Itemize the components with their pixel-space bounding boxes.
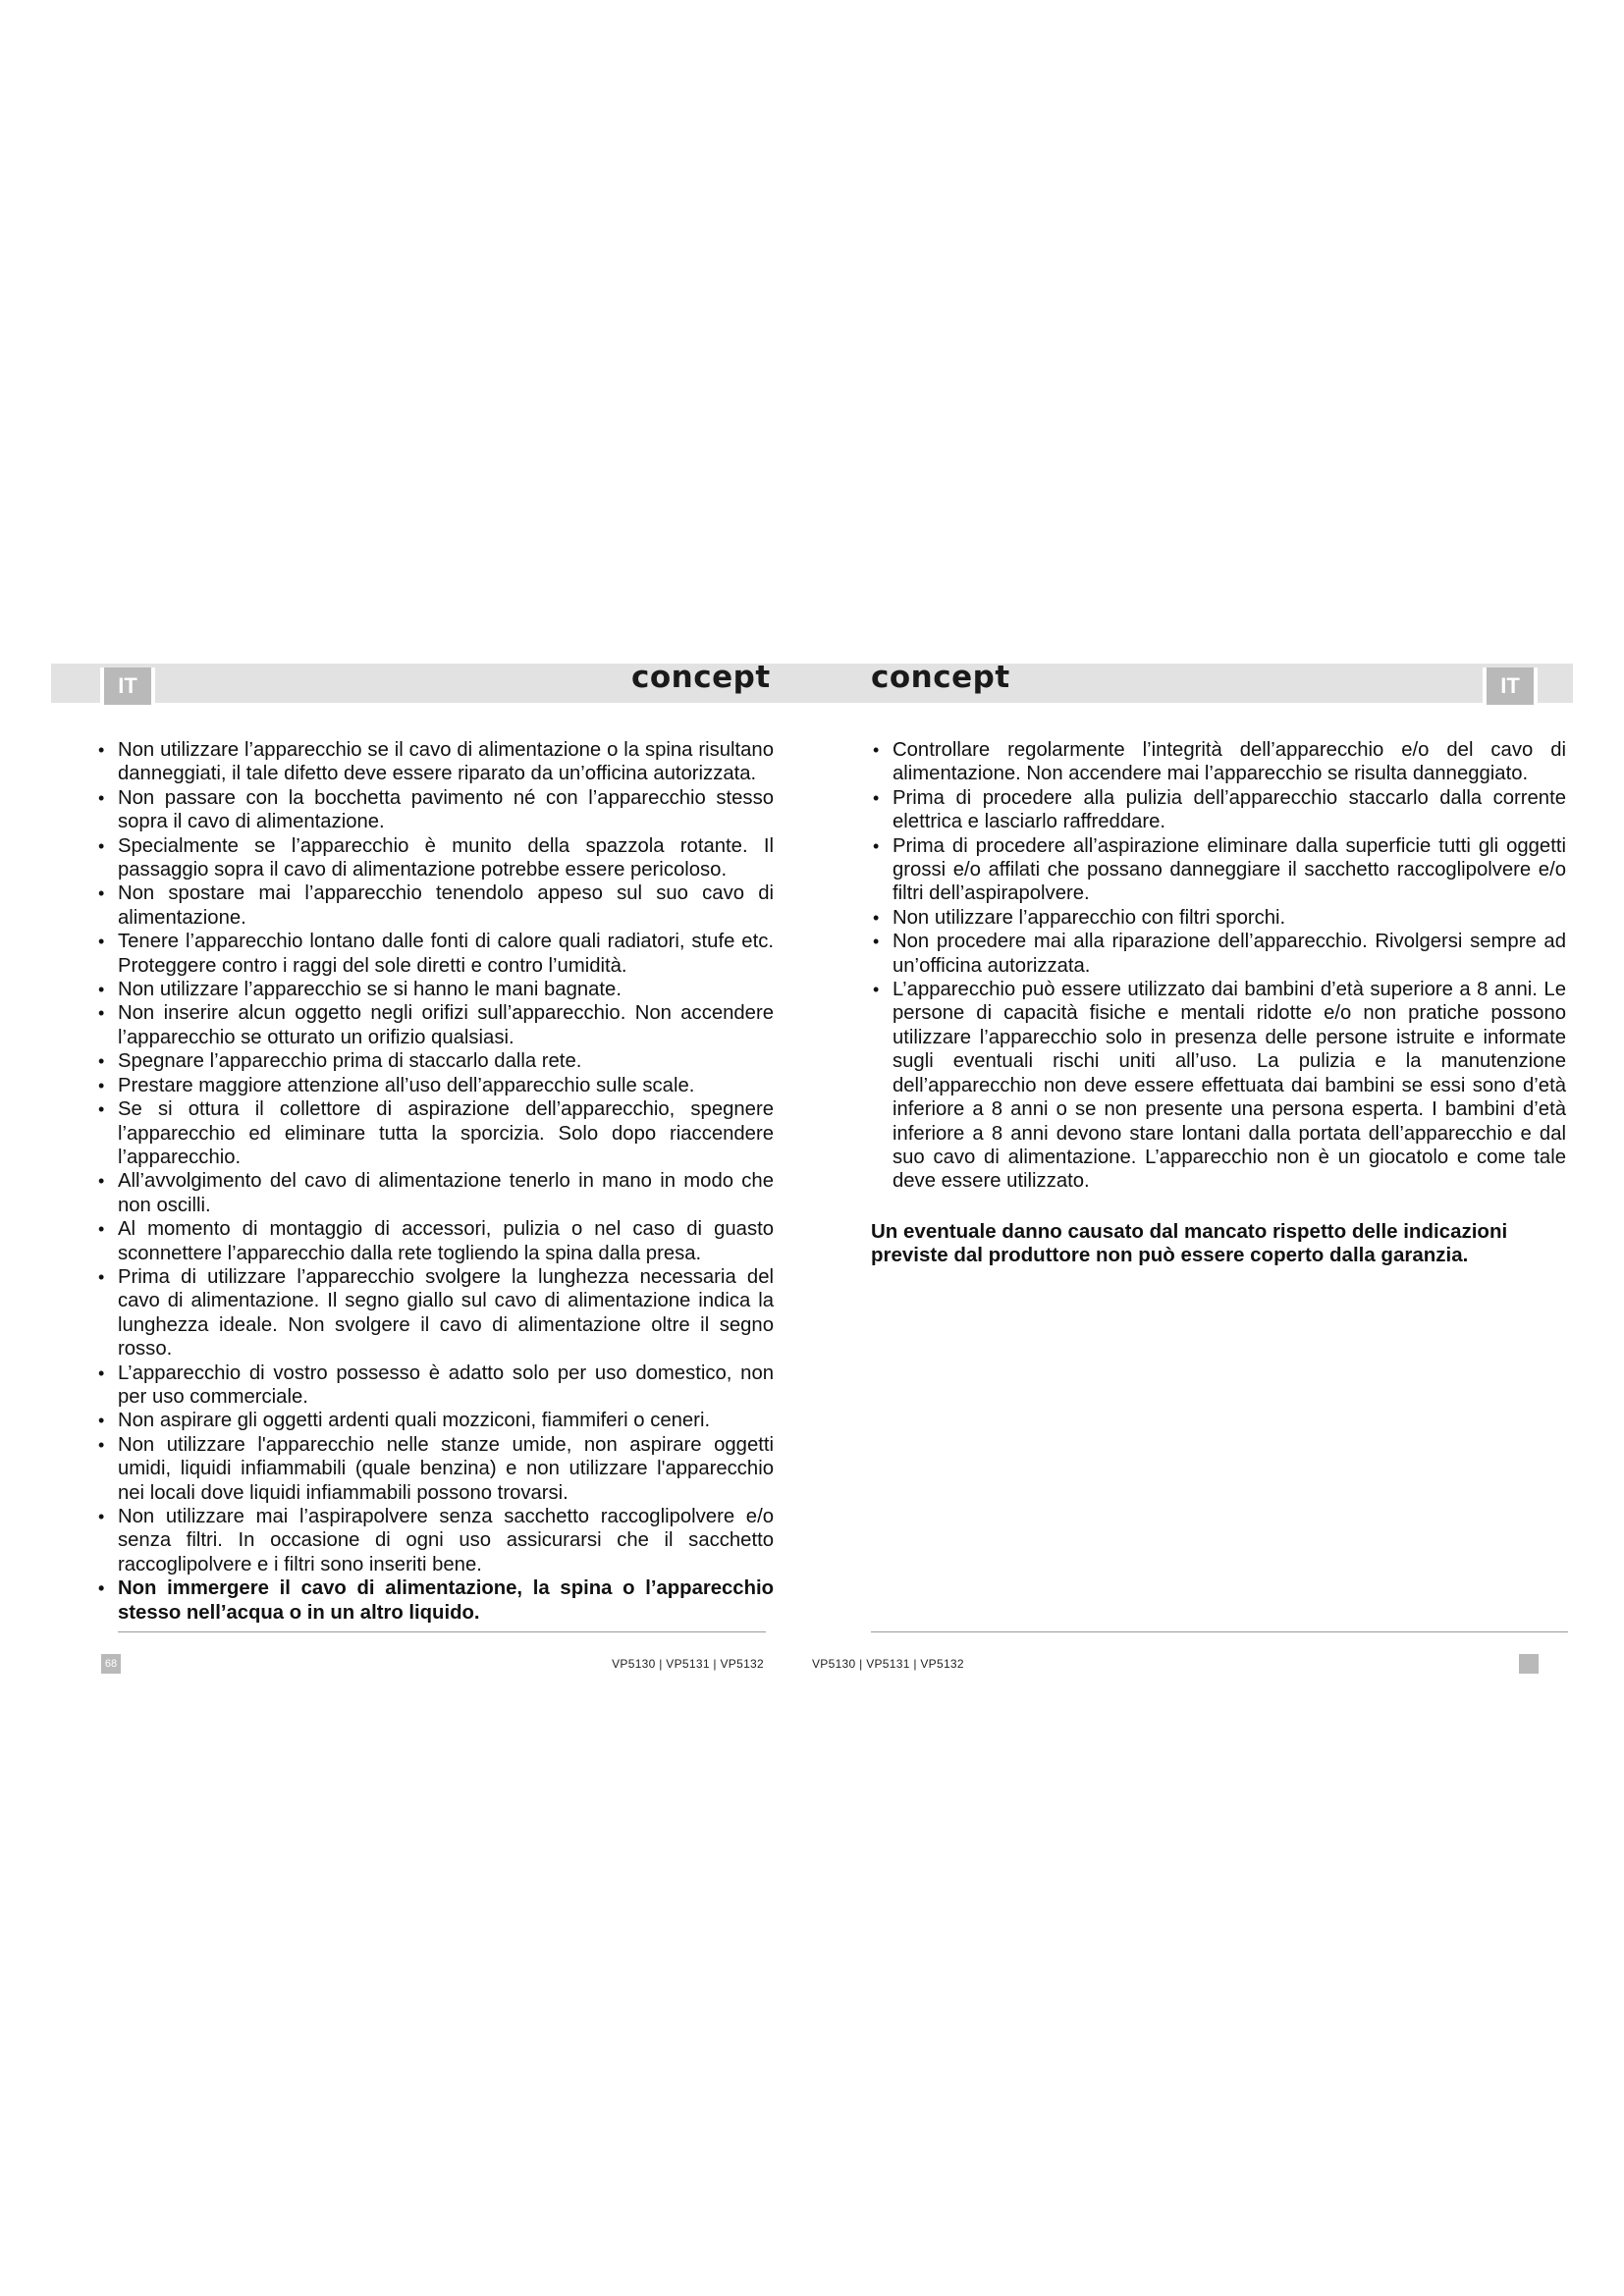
list-item: • All’avvolgimento del cavo di alimentazione tenerlo in mano in modo che non oscilli. bbox=[96, 1169, 774, 1217]
left-content bbox=[96, 738, 774, 1625]
list-item: • L’apparecchio può essere utilizzato dai bambini d’età superiore a 8 anni. Le persone di capacità fisiche e mentali ridotte e/o non pratiche possono utilizzare l’apparecchio solo in presenza delle persone istruite e informate sugli eventuali rischi uniti all’uso. La pulizia e la manutenzione dell’apparecchio non deve essere effettuata dai bambini se essi sono d’età inferiore a 8 anni o se non presente una persona esperta. I bambini d’età inferiore a 8 anni devono stare lontani dalla portata dell’apparecchio e dal suo cavo di alimentazione. L’apparecchio non è un giocatolo e come tale deve essere utilizzato. bbox=[871, 978, 1566, 1194]
list-item: • Non utilizzare l'apparecchio nelle stanze umide, non aspirare oggetti umidi, liquidi infiammabili (quale benzina) e non utilizzare l'apparecchio nei locali dove liquidi infiammabili possono trovarsi. bbox=[96, 1433, 774, 1505]
list-item: • Non spostare mai l’apparecchio tenendolo appeso sul suo cavo di alimentazione. bbox=[96, 881, 774, 930]
list-item: • L’apparecchio di vostro possesso è adatto solo per uso domestico, non per uso commerciale. bbox=[96, 1362, 774, 1410]
list-item: • Non passare con la bocchetta pavimento né con l’apparecchio stesso sopra il cavo di alimentazione. bbox=[96, 786, 774, 834]
model-numbers: VP5130 | VP5131 | VP5132 bbox=[612, 1657, 764, 1671]
bold-warning-item: • Non immergere il cavo di alimentazione, la spina o l’apparecchio stesso nell’acqua o in un altro liquido. bbox=[96, 1576, 774, 1625]
list-item: • Non inserire alcun oggetto negli orifizi sull’apparecchio. Non accendere l’apparecchio se otturato un orifizio qualsiasi. bbox=[96, 1001, 774, 1049]
list-item: • Prima di procedere all’aspirazione eliminare dalla superficie tutti gli oggetti grossi e/o affilati che possano danneggiare il sacchetto raccoglipolvere e/o filtri dell’aspirapolvere. bbox=[871, 834, 1566, 906]
list-item: • Non utilizzare l’apparecchio se il cavo di alimentazione o la spina risultano danneggiati, il tale difetto deve essere riparato da un’officina autorizzata. bbox=[96, 738, 774, 786]
list-item: • Non procedere mai alla riparazione dell’apparecchio. Rivolgersi sempre ad un’officina autorizzata. bbox=[871, 930, 1566, 978]
list-item: • Specialmente se l’apparecchio è munito della spazzola rotante. Il passaggio sopra il cavo di alimentazione potrebbe essere pericoloso. bbox=[96, 834, 774, 882]
safety-list-left bbox=[96, 738, 774, 1625]
right-page bbox=[812, 0, 1624, 2296]
page-number-marker bbox=[1519, 1654, 1539, 1674]
right-content bbox=[871, 738, 1566, 1288]
list-item: • Tenere l’apparecchio lontano dalle fonti di calore quali radiatori, stufe etc. Proteggere contro i raggi del sole diretti e contro l’umidità. bbox=[96, 930, 774, 978]
list-item: • Prestare maggiore attenzione all’uso dell’apparecchio sulle scale. bbox=[96, 1074, 774, 1097]
model-numbers: VP5130 | VP5131 | VP5132 bbox=[812, 1657, 964, 1671]
list-item: • Spegnare l’apparecchio prima di staccarlo dalla rete. bbox=[96, 1049, 774, 1073]
footer-divider bbox=[871, 1631, 1568, 1632]
list-item: • Prima di procedere alla pulizia dell’apparecchio staccarlo dalla corrente elettrica e lasciarlo raffreddare. bbox=[871, 786, 1566, 834]
language-tab: IT bbox=[100, 667, 155, 705]
list-item: • Se si ottura il collettore di aspirazione dell’apparecchio, spegnere l’apparecchio ed eliminare tutta la sporcizia. Solo dopo riaccendere l’apparecchio. bbox=[96, 1097, 774, 1169]
footer-divider bbox=[118, 1631, 766, 1632]
list-item: • Prima di utilizzare l’apparecchio svolgere la lunghezza necessaria del cavo di alimentazione. Il segno giallo sul cavo di alimentazione indica la lunghezza ideale. Non svolgere il cavo di alimentazione oltre il segno rosso. bbox=[96, 1265, 774, 1362]
safety-list-right bbox=[871, 738, 1566, 1194]
list-item: • Non utilizzare mai l’aspirapolvere senza sacchetto raccoglipolvere e/o senza filtri. In occasione di ogni uso assicurarsi che il sacchetto raccoglipolvere e i filtri sono inseriti bene. bbox=[96, 1505, 774, 1576]
list-item: • Non utilizzare l’apparecchio con filtri sporchi. bbox=[871, 906, 1566, 930]
brand-logo: concept bbox=[871, 660, 1010, 695]
warranty-note: Un eventuale danno causato dal mancato rispetto delle indicazioni previste dal produttore non può essere coperto dalla garanzia. bbox=[871, 1219, 1508, 1267]
list-item: • Non aspirare gli oggetti ardenti quali mozziconi, fiammiferi o ceneri. bbox=[96, 1409, 774, 1432]
language-tab: IT bbox=[1483, 667, 1538, 705]
list-item: • Al momento di montaggio di accessori, pulizia o nel caso di guasto sconnettere l’apparecchio dalla rete togliendo la spina dalla presa. bbox=[96, 1217, 774, 1265]
list-item: • Non utilizzare l’apparecchio se si hanno le mani bagnate. bbox=[96, 978, 774, 1001]
page-number: 68 bbox=[101, 1654, 121, 1674]
brand-logo: concept bbox=[631, 660, 771, 695]
list-item: • Controllare regolarmente l’integrità dell’apparecchio e/o del cavo di alimentazione. Non accendere mai l’apparecchio se risulta danneggiato. bbox=[871, 738, 1566, 786]
